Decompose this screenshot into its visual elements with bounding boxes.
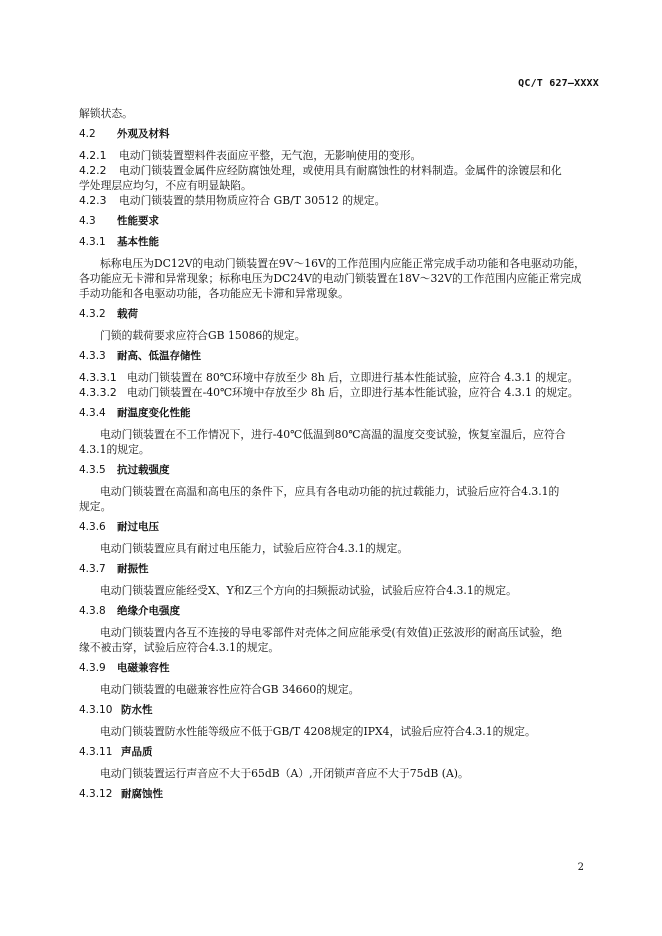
clause-number: 4.3.3.2 (79, 386, 117, 399)
section-number: 4.3.2 (79, 308, 106, 320)
section-title: 电磁兼容性 (117, 662, 170, 674)
section-heading-4-3-5 (79, 463, 604, 478)
section-heading-4-3-10 (79, 703, 604, 718)
section-title: 性能要求 (117, 215, 159, 227)
clause-4-2-3 (79, 193, 604, 208)
paragraph-line: 标称电压为DC12V的电动门锁装置在9V～16V的工作范围内应能正常完成手动功能和各电驱动功能， (100, 257, 585, 270)
paragraph-line: 解锁状态。 (79, 107, 133, 120)
clause-4-3-3-2 (79, 385, 604, 400)
paragraph-line: 4.3.1的规定。 (79, 443, 150, 456)
section-number: 4.3.5 (79, 464, 106, 476)
paragraph-line: 缘不被击穿，试验后应符合4.3.1的规定。 (79, 641, 280, 654)
paragraph-line: 规定。 (79, 500, 112, 513)
section-number: 4.3.3 (79, 350, 106, 362)
section-number: 4.3.1 (79, 236, 106, 248)
clause-number: 4.3.3.1 (79, 371, 117, 384)
clause-text: 电动门锁装置在-40℃环境中存放至少 8h 后，立即进行基本性能试验，应符合 4.3.1 的规定。 (127, 386, 579, 399)
section-heading-4-3-2 (79, 307, 604, 322)
clause-number: 4.2.3 (79, 194, 107, 207)
paragraph-line: 各功能应无卡滞和异常现象；标称电压为DC24V的电动门锁装置在18V～32V的工作范围内应能正常完成 (79, 272, 582, 285)
section-title: 外观及材料 (117, 128, 170, 140)
section-number: 4.3.11 (79, 746, 113, 758)
section-number: 4.3.8 (79, 605, 106, 617)
paragraph-line: 电动门锁装置的电磁兼容性应符合GB 34660的规定。 (100, 683, 360, 696)
section-title: 耐过电压 (117, 521, 159, 533)
section-heading-4-3-9 (79, 661, 604, 676)
section-heading-4-3-6 (79, 520, 604, 535)
page-number: 2 (577, 862, 584, 873)
paragraph-line: 电动门锁装置在不工作情况下，进行-40℃低温到80℃高温的温度交变试验，恢复室温后，应符合 (100, 428, 566, 441)
clause-text: 电动门锁装置塑料件表面应平整，无气泡，无影响使用的变形。 (119, 149, 422, 162)
section-heading-4-3-11 (79, 745, 604, 760)
section-heading-4-3-7 (79, 562, 604, 577)
paragraph-line: 电动门锁装置运行声音应不大于65dB（A）,开闭锁声音应不大于75dB (A)。 (100, 767, 469, 780)
section-heading-4-3-8 (79, 604, 604, 619)
section-title: 绝缘介电强度 (117, 605, 180, 617)
clause-number: 4.2.2 (79, 164, 107, 177)
clause-continuation: 学处理层应均匀，不应有明显缺陷。 (79, 179, 252, 192)
section-title: 耐振性 (117, 563, 149, 575)
paragraph-line: 电动门锁装置应能经受X、Y和Z三个方向的扫频振动试验，试验后应符合4.3.1的规定。 (100, 584, 517, 597)
clause-text: 电动门锁装置的禁用物质应符合 GB/T 30512 的规定。 (119, 194, 386, 207)
section-heading-4-3-4 (79, 406, 604, 421)
clause-text: 电动门锁装置在 80℃环境中存放至少 8h 后，立即进行基本性能试验，应符合 4.3.1 的规定。 (127, 371, 579, 384)
paragraph-line: 电动门锁装置防水性能等级应不低于GB/T 4208规定的IPX4，试验后应符合4.3.1的规定。 (100, 725, 536, 738)
section-number: 4.3.12 (79, 788, 113, 800)
paragraph-line: 电动门锁装置内各互不连接的导电零部件对壳体之间应能承受(有效值)正弦波形的耐高压试验，绝 (100, 626, 562, 639)
section-title: 载荷 (117, 308, 138, 320)
section-number: 4.3.6 (79, 521, 106, 533)
paragraph-line: 手动功能和各电驱动功能，各功能应无卡滞和异常现象。 (79, 287, 349, 300)
section-number: 4.3.10 (79, 704, 113, 716)
section-title: 耐温度变化性能 (117, 407, 191, 419)
section-title: 抗过载强度 (117, 464, 170, 476)
section-title: 耐腐蚀性 (121, 788, 163, 800)
clause-4-2-2 (79, 163, 604, 178)
clause-number: 4.2.1 (79, 149, 107, 162)
section-heading-4-3-12 (79, 787, 604, 802)
clause-text: 电动门锁装置金属件应经防腐蚀处理，或使用具有耐腐蚀性的材料制造。金属件的涂镀层和化 (119, 164, 562, 177)
paragraph-line: 电动门锁装置应具有耐过电压能力，试验后应符合4.3.1的规定。 (100, 542, 409, 555)
section-heading-4-3-3 (79, 349, 604, 364)
document-body (79, 106, 604, 808)
section-title: 基本性能 (117, 236, 159, 248)
section-number: 4.3 (79, 215, 96, 227)
section-number: 4.3.7 (79, 563, 106, 575)
section-heading-4-3-1 (79, 235, 604, 250)
clause-4-2-1 (79, 148, 604, 163)
section-heading-4-3 (79, 214, 604, 229)
section-heading-4-2 (79, 127, 604, 142)
paragraph-line: 门锁的载荷要求应符合GB 15086的规定。 (100, 329, 306, 342)
section-title: 声品质 (121, 746, 153, 758)
section-title: 防水性 (121, 704, 153, 716)
section-number: 4.2 (79, 128, 96, 140)
clause-4-3-3-1 (79, 370, 604, 385)
section-number: 4.3.4 (79, 407, 106, 419)
section-title: 耐高、低温存储性 (117, 350, 201, 362)
paragraph-line: 电动门锁装置在高温和高电压的条件下，应具有各电动功能的抗过载能力，试验后应符合4.3.1的 (100, 485, 560, 498)
section-number: 4.3.9 (79, 662, 106, 674)
document-code-header: QC/T 627—XXXX (518, 78, 599, 89)
